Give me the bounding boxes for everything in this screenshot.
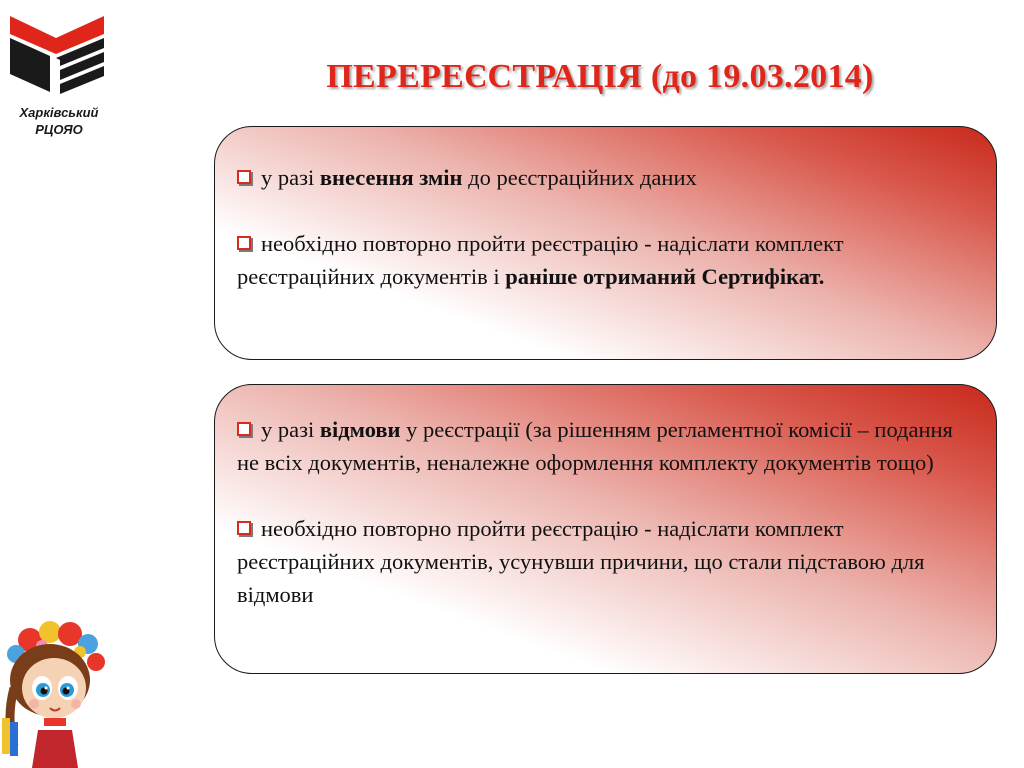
checkbox-square-bullet-icon — [237, 170, 251, 184]
panel2-p1-text-before: у разі — [261, 417, 320, 442]
checkbox-square-bullet-icon — [237, 236, 251, 250]
book-flag-logo-icon — [6, 8, 110, 100]
panel2-paragraph1 — [237, 413, 960, 479]
panel1-p2-text-bold: раніше отриманий Сертифікат. — [505, 264, 825, 289]
checkbox-square-bullet-icon — [237, 422, 251, 436]
info-panel-refusal — [214, 384, 997, 674]
organization-logo — [4, 8, 114, 148]
page-title: ПЕРЕРЕЄСТРАЦІЯ (до 19.03.2014) — [326, 58, 874, 95]
panel1-paragraph1 — [237, 161, 960, 194]
girl-mascot-illustration — [0, 618, 112, 768]
panel1-p1-text-after: до реєстраційних даних — [462, 165, 697, 190]
mascot-icon — [0, 618, 112, 768]
logo-text-line2: РЦОЯО — [35, 122, 83, 137]
panel2-p1-text-bold: відмови — [319, 417, 401, 442]
panel2-p2-text: необхідно повторно пройти реєстрацію - надіслати комплект реєстраційних документів, усунувши причини, що стали підставою для відмови — [237, 516, 925, 607]
logo-text-line1: Харківський — [19, 105, 99, 120]
panel2-p1-text-after: у реєстрації (за рішенням регламентної комісії – подання не всіх документів, неналежне оформлення комплекту документів тощо) — [237, 417, 953, 475]
panel1-p1-text-before: у разі — [261, 165, 320, 190]
panel1-p1-text-bold: внесення змін — [319, 165, 463, 190]
panel1-p2-text-before: необхідно повторно пройти реєстрацію - надіслати комплект реєстраційних документів і — [237, 231, 844, 289]
checkbox-square-bullet-icon — [237, 521, 251, 535]
info-panel-changes — [214, 126, 997, 360]
panel1-paragraph2 — [237, 227, 960, 293]
panel2-paragraph2 — [237, 512, 960, 611]
